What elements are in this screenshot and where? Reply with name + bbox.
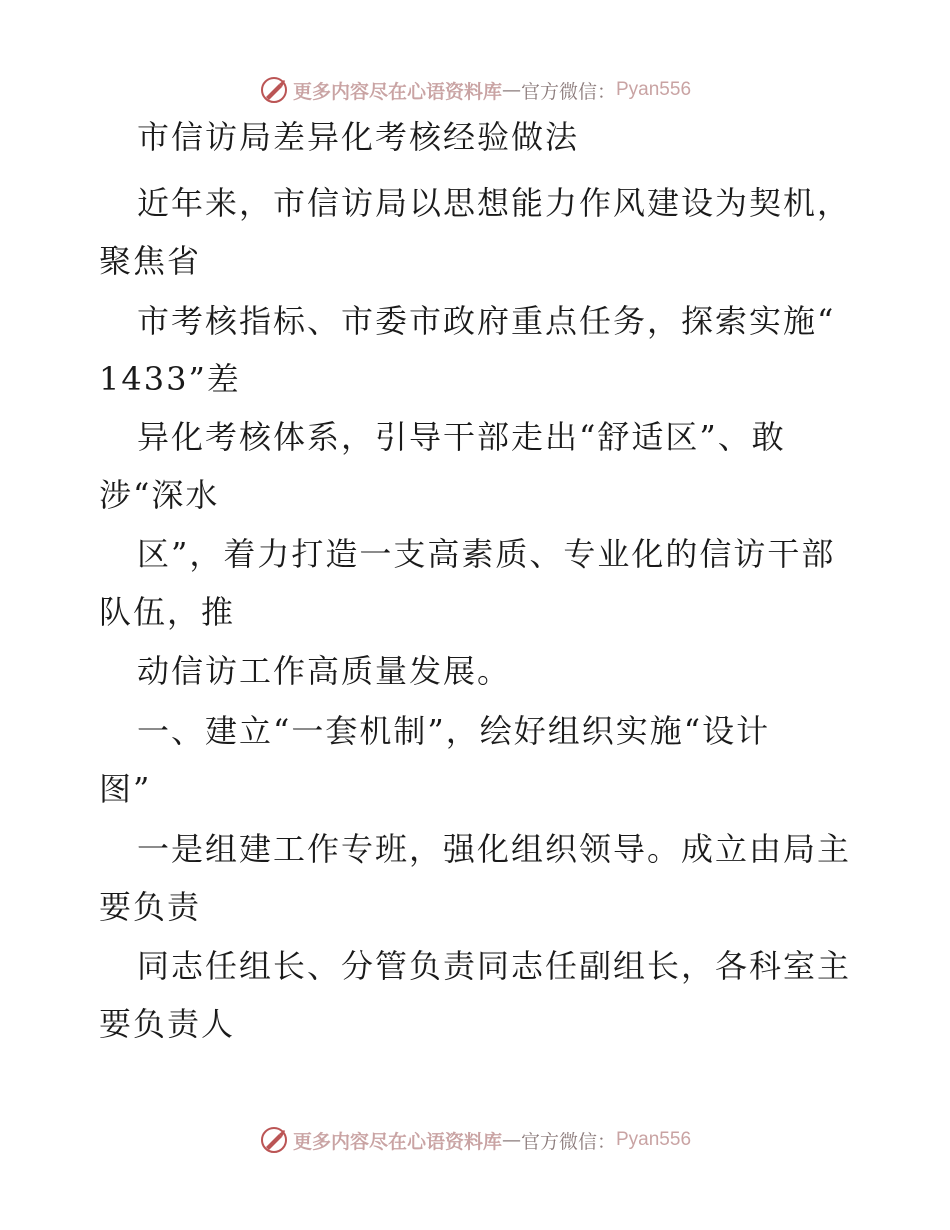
banner-main-text: 更多内容尽在心语资料库 xyxy=(292,1130,502,1153)
text-line: 同志任组长、分管负责同志任副组长，各科室主 xyxy=(137,947,852,985)
text-line: 异化考核体系，引导干部走出“舒适区”、敢 xyxy=(137,418,786,456)
banner-main-text: 更多内容尽在心语资料库 xyxy=(292,80,502,103)
section-heading: 一、建立“一套机制”，绘好组织实施“设计 xyxy=(137,712,771,750)
banner-wechat-id: Pyan556 xyxy=(616,79,692,100)
text-line: 要负责人 xyxy=(99,1005,236,1043)
text-line: 涉“深水 xyxy=(99,476,220,514)
banner-wechat-label: 官方微信： xyxy=(520,1130,616,1153)
quill-seal-icon xyxy=(259,75,289,105)
banner-wechat-label: 官方微信： xyxy=(520,80,616,103)
text-line: 1433”差 xyxy=(99,360,241,398)
text-line: 聚焦省 xyxy=(99,242,202,280)
banner-separator: — xyxy=(501,79,521,101)
text-line: 近年来，市信访局以思想能力作风建设为契机， xyxy=(137,184,852,222)
text-line: 队伍，推 xyxy=(99,593,236,631)
text-line: 一是组建工作专班，强化组织领导。成立由局主 xyxy=(137,830,852,868)
banner-separator: — xyxy=(501,1129,521,1151)
text-line: 区”，着力打造一支高素质、专业化的信访干部 xyxy=(137,535,836,573)
quill-seal-icon xyxy=(259,1125,289,1155)
text-line: 要负责 xyxy=(99,888,202,926)
document-title: 市信访局差异化考核经验做法 xyxy=(137,118,580,156)
footer-banner xyxy=(0,1120,950,1160)
text-line: 动信访工作高质量发展。 xyxy=(137,652,512,690)
section-heading-cont: 图” xyxy=(99,770,152,808)
banner-wechat-id: Pyan556 xyxy=(616,1129,692,1150)
header-banner xyxy=(0,70,950,110)
text-line: 市考核指标、市委市政府重点任务，探索实施“ xyxy=(137,302,836,340)
